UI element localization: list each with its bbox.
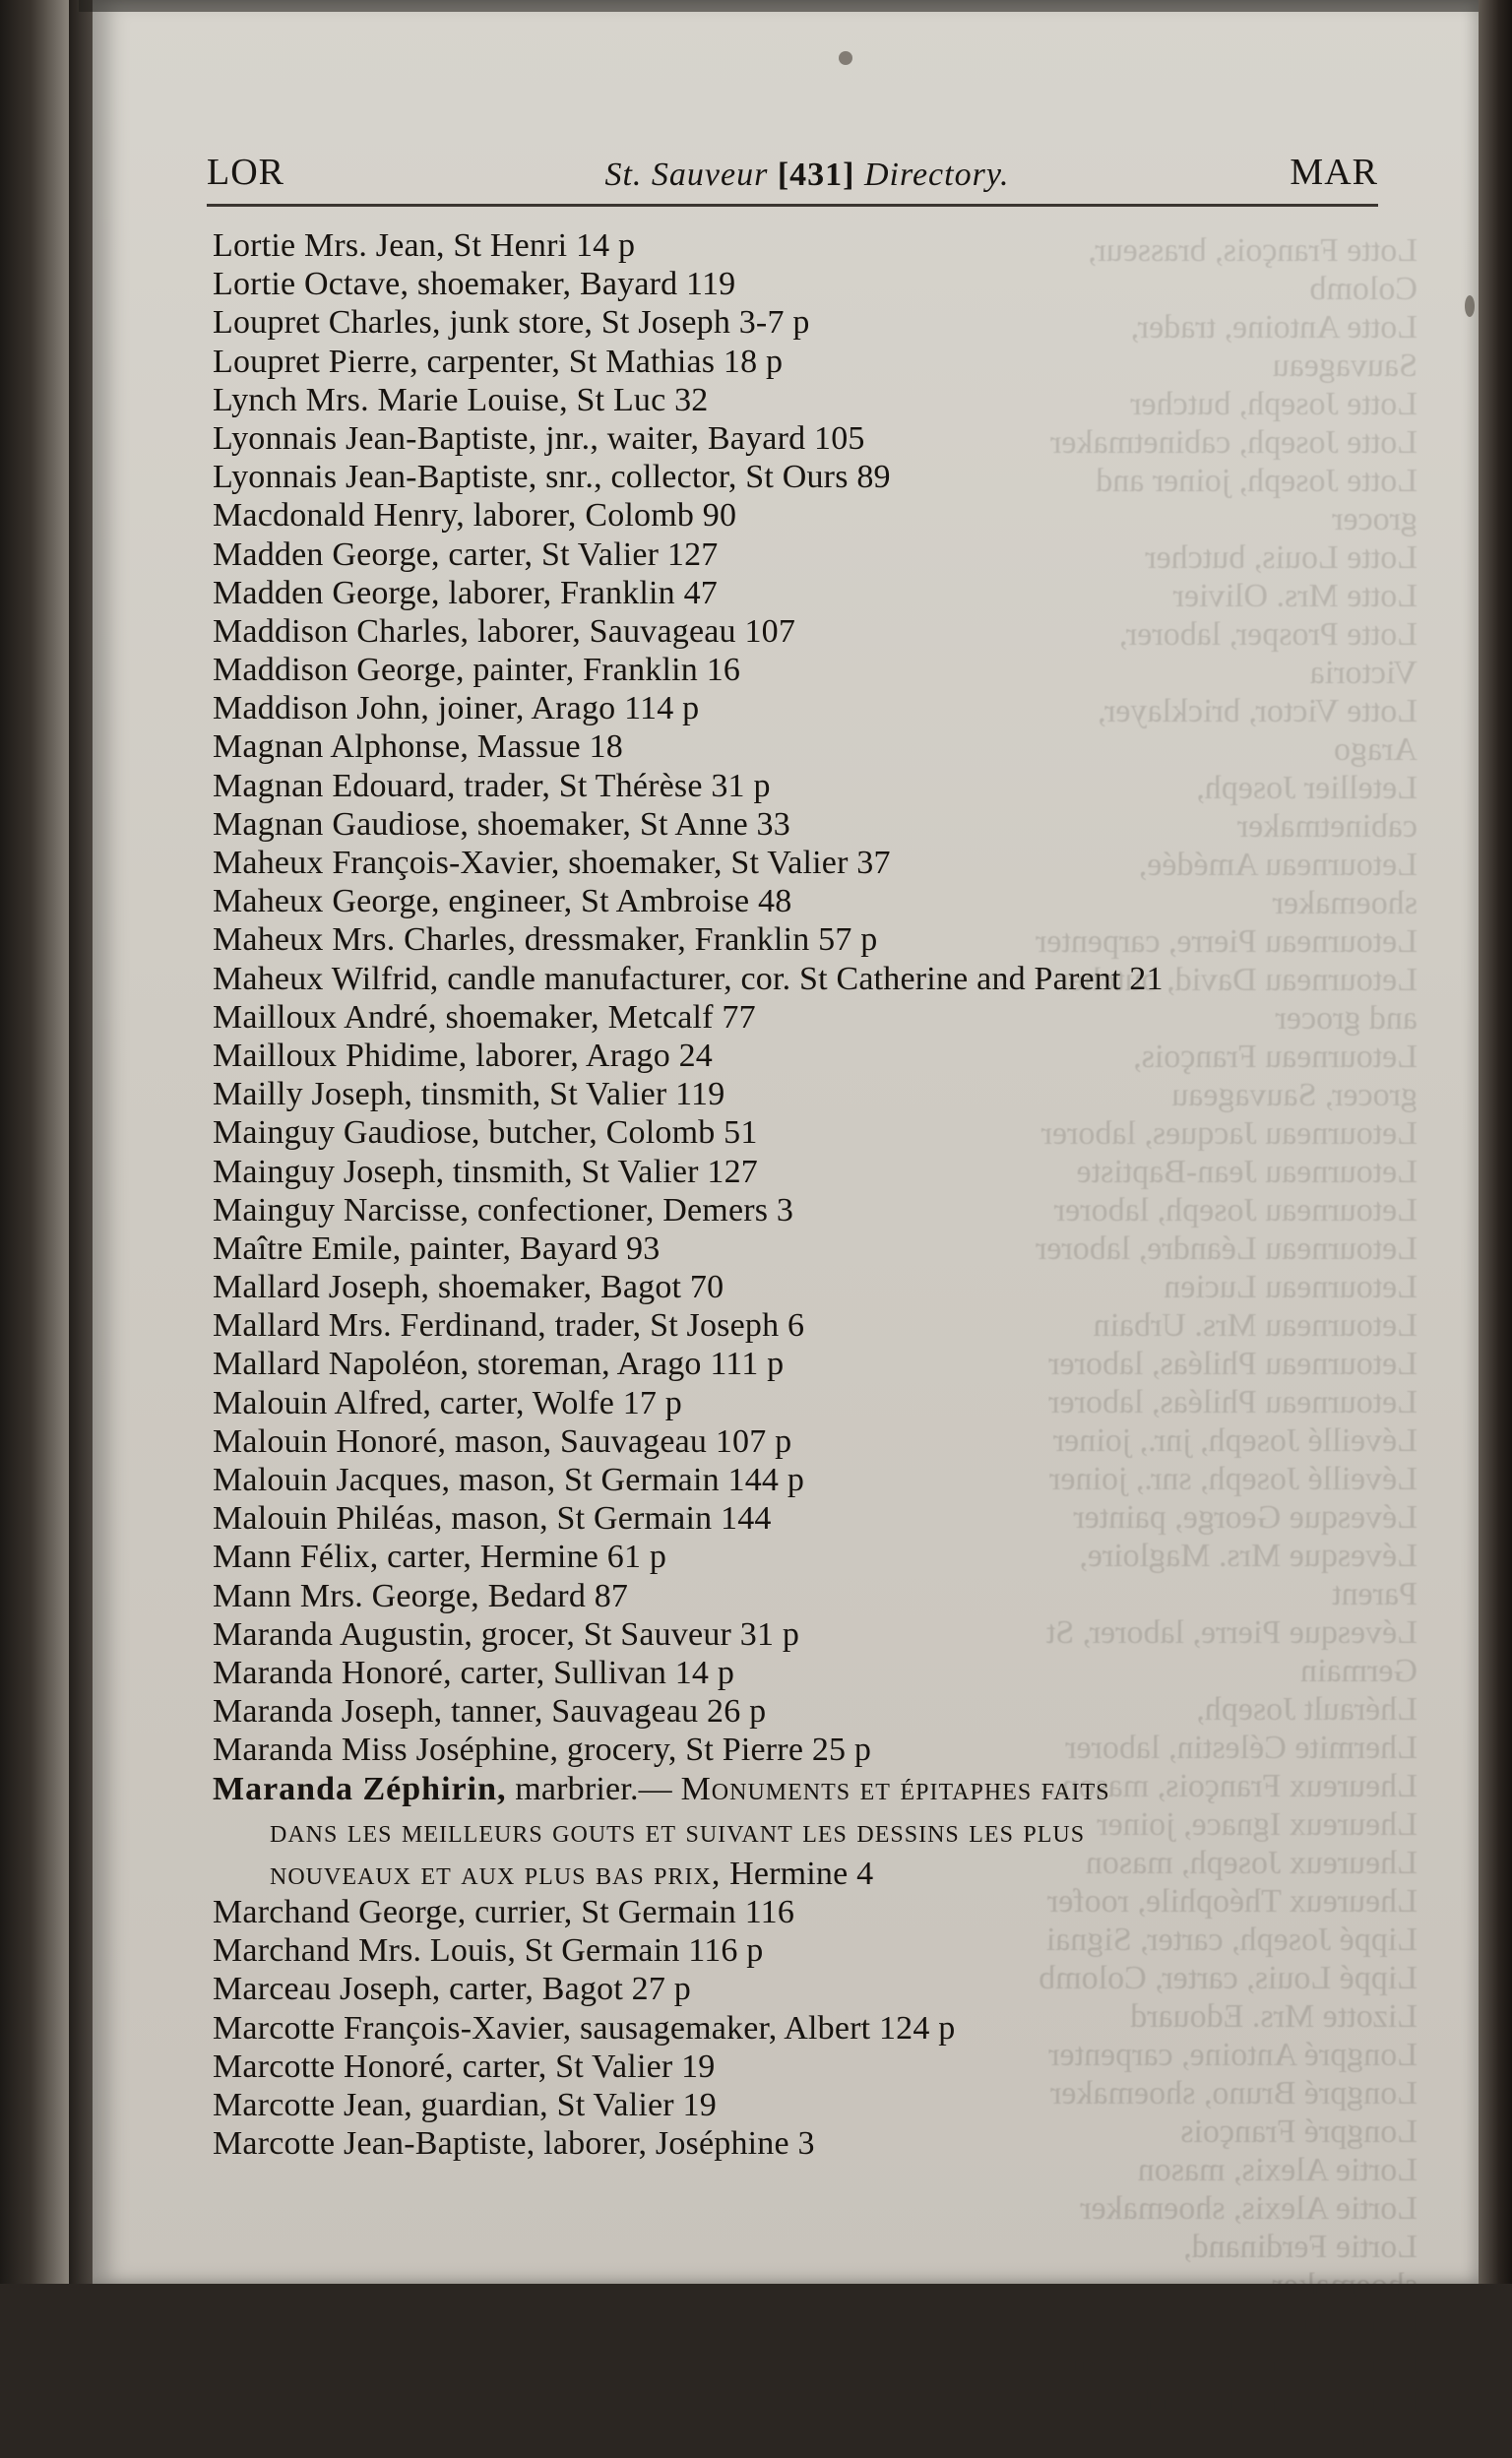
directory-entry: Magnan Edouard, trader, St Thérèse 31 p <box>213 767 771 804</box>
ink-spot <box>839 51 852 65</box>
directory-entry: Mainguy Gaudiose, butcher, Colomb 51 <box>213 1114 758 1152</box>
directory-entry: Mann Mrs. George, Bedard 87 <box>213 1577 629 1614</box>
directory-entry: Marcotte François-Xavier, sausagemaker, Albert 124 p <box>213 2009 956 2047</box>
directory-entry: Magnan Alphonse, Massue 18 <box>213 728 623 766</box>
directory-entry: Magnan Gaudiose, shoemaker, St Anne 33 <box>213 805 790 843</box>
directory-entry: Loupret Pierre, carpenter, St Mathias 18 p <box>213 343 784 380</box>
header-title-suffix: Directory. <box>863 157 1010 193</box>
directory-entry: Malouin Jacques, mason, St Germain 144 p <box>213 1462 805 1498</box>
directory-entry: Madden George, carter, St Valier 127 <box>213 536 719 573</box>
directory-entry: Lortie Mrs. Jean, St Henri 14 p <box>213 227 636 264</box>
left-page-edge <box>0 0 69 2284</box>
directory-entry: Mailloux Phidime, laborer, Arago 24 <box>213 1037 714 1074</box>
bleed-through-text: Lotte François, brasseur, Colomb Lotte Antoine, trader, Sauvageau Lotte Joseph, butcher Lotte Joseph, cabinetmaker Lotte Joseph, joiner and grocer Lotte Louis, butcher Lotte Mrs. Olivier Lotte Prosper, laborer, Victoria Lotte Victor, bricklayer, Arago Letellier Joseph, cabinetmaker Letourneau Amédée, shoemaker Letourneau Pierre, carpenter Letourneau David, butcher and grocer Letourneau François, grocer, Sauvageau Letourneau Jacques, laborer Letourneau Jean-Baptiste Letourneau Joseph, laborer Letourneau Léandre, laborer Letourneau Lucien Letourneau Mrs. Urbain Letourneau Philéas, laborer Letourneau Philéas, laborer Léveillé Joseph, jnr., joiner Léveillé Joseph, snr., joiner Lévesque George, painter Lévesque Mrs. Magloire, Parent Lévesque Pierre, laborer, St Germain Lhérault Joseph, Lhermite Célestin, laborer Lheureux François, mason Lheureux Ignace, joiner Lheureux Joseph, mason Lheureux Théophile, roofer Lippé Joseph, carter, Signai Lippé Louis, carter, Colomb Lizotte Mrs. Edouard Longpré Antoine, carpenter Longpré Bruno, shoemaker Longpré François Lortie Alexis, mason Lortie Alexis, shoemaker Lortie Ferdinand, shoemaker Lortie Eugène Lortie Jean, grocer, Bedard Lortie Jean, shoemaker, Saint <box>1036 232 1418 2457</box>
directory-entry: Mann Félix, carter, Hermine 61 p <box>213 1539 667 1576</box>
directory-entry: Maître Emile, painter, Bayard 93 <box>213 1229 661 1267</box>
header-title <box>561 157 1053 194</box>
directory-entry: Marceau Joseph, carter, Bagot 27 p <box>213 1971 691 2008</box>
directory-entry: Maddison John, joiner, Arago 114 p <box>213 690 700 727</box>
header-rule <box>207 204 1378 207</box>
directory-entry: Maranda Miss Joséphine, grocery, St Pierre 25 p <box>213 1732 872 1769</box>
featured-entry-ad-line-1: Monuments et épitaphes faits <box>680 1770 1110 1807</box>
directory-entry: Marchand George, currier, St Germain 116 <box>213 1894 795 1931</box>
directory-entry: Mailly Joseph, tinsmith, St Valier 119 <box>213 1076 725 1113</box>
directory-entry: Malouin Alfred, carter, Wolfe 17 p <box>213 1384 682 1421</box>
directory-entry: Madden George, laborer, Franklin 47 <box>213 574 718 611</box>
featured-entry-occupation: marbrier.— <box>515 1770 672 1807</box>
directory-entry: Marchand Mrs. Louis, St Germain 116 p <box>213 1932 764 1970</box>
directory-entry: Lortie Octave, shoemaker, Bayard 119 <box>213 266 736 303</box>
directory-entry: Maheux François-Xavier, shoemaker, St Valier 37 <box>213 845 891 881</box>
directory-entry: Mallard Mrs. Ferdinand, trader, St Joseph 6 <box>213 1307 805 1345</box>
directory-entry: Mallard Joseph, shoemaker, Bagot 70 <box>213 1269 724 1306</box>
directory-entry: Maddison Charles, laborer, Sauvageau 107 <box>213 612 796 650</box>
featured-entry-name: Maranda Zéphirin, <box>213 1770 507 1807</box>
ink-spot <box>1465 295 1475 317</box>
directory-entry: Maheux George, engineer, St Ambroise 48 <box>213 883 792 920</box>
book-gutter <box>69 0 93 2284</box>
featured-entry-address: Hermine 4 <box>729 1855 874 1892</box>
page-number: [431] <box>777 157 855 193</box>
directory-entry: Mallard Napoléon, storeman, Arago 111 p <box>213 1346 785 1383</box>
directory-entry: Marcotte Jean-Baptiste, laborer, Joséphine 3 <box>213 2125 815 2163</box>
directory-entry: Lyonnais Jean-Baptiste, jnr., waiter, Bayard 105 <box>213 419 865 457</box>
directory-entry: Maheux Wilfrid, candle manufacturer, cor. St Catherine and Parent 21 <box>213 960 1164 997</box>
directory-entry: Lyonnais Jean-Baptiste, snr., collector, St Ours 89 <box>213 459 891 496</box>
directory-entry: Maranda Honoré, carter, Sullivan 14 p <box>213 1654 735 1691</box>
featured-entry-ad-line-2: dans les meilleurs gouts et suivant les dessins les plus <box>270 1812 1086 1850</box>
directory-entry: Malouin Philéas, mason, St Germain 144 <box>213 1500 772 1538</box>
directory-entry: Mainguy Joseph, tinsmith, St Valier 127 <box>213 1153 759 1190</box>
directory-entry: Mailloux André, shoemaker, Metcalf 77 <box>213 998 756 1036</box>
header-title-prefix: St. Sauveur <box>604 157 769 193</box>
directory-entry: Macdonald Henry, laborer, Colomb 90 <box>213 497 737 535</box>
directory-entry: Maranda Joseph, tanner, Sauvageau 26 p <box>213 1693 767 1731</box>
top-shadow <box>79 0 1484 12</box>
featured-entry-ad-line-3: nouveaux et aux plus bas prix, <box>270 1855 722 1892</box>
directory-entry: Mainguy Narcisse, confectioner, Demers 3 <box>213 1191 794 1229</box>
page-header <box>207 151 1378 210</box>
header-range-end: MAR <box>1290 152 1378 193</box>
directory-entry: Maddison George, painter, Franklin 16 <box>213 652 741 689</box>
right-page-edge <box>1479 0 1512 2284</box>
header-range-start: LOR <box>207 152 284 193</box>
directory-entry: Lynch Mrs. Marie Louise, St Luc 32 <box>213 381 709 418</box>
directory-entry: Marcotte Honoré, carter, St Valier 19 <box>213 2048 716 2085</box>
directory-entry: Malouin Honoré, mason, Sauvageau 107 p <box>213 1422 792 1460</box>
directory-entry: Loupret Charles, junk store, St Joseph 3-7 p <box>213 304 810 342</box>
directory-entry: Maheux Mrs. Charles, dressmaker, Franklin 57 p <box>213 921 878 959</box>
directory-entry: Maranda Augustin, grocer, St Sauveur 31 p <box>213 1615 800 1653</box>
directory-entry: Marcotte Jean, guardian, St Valier 19 <box>213 2087 717 2124</box>
